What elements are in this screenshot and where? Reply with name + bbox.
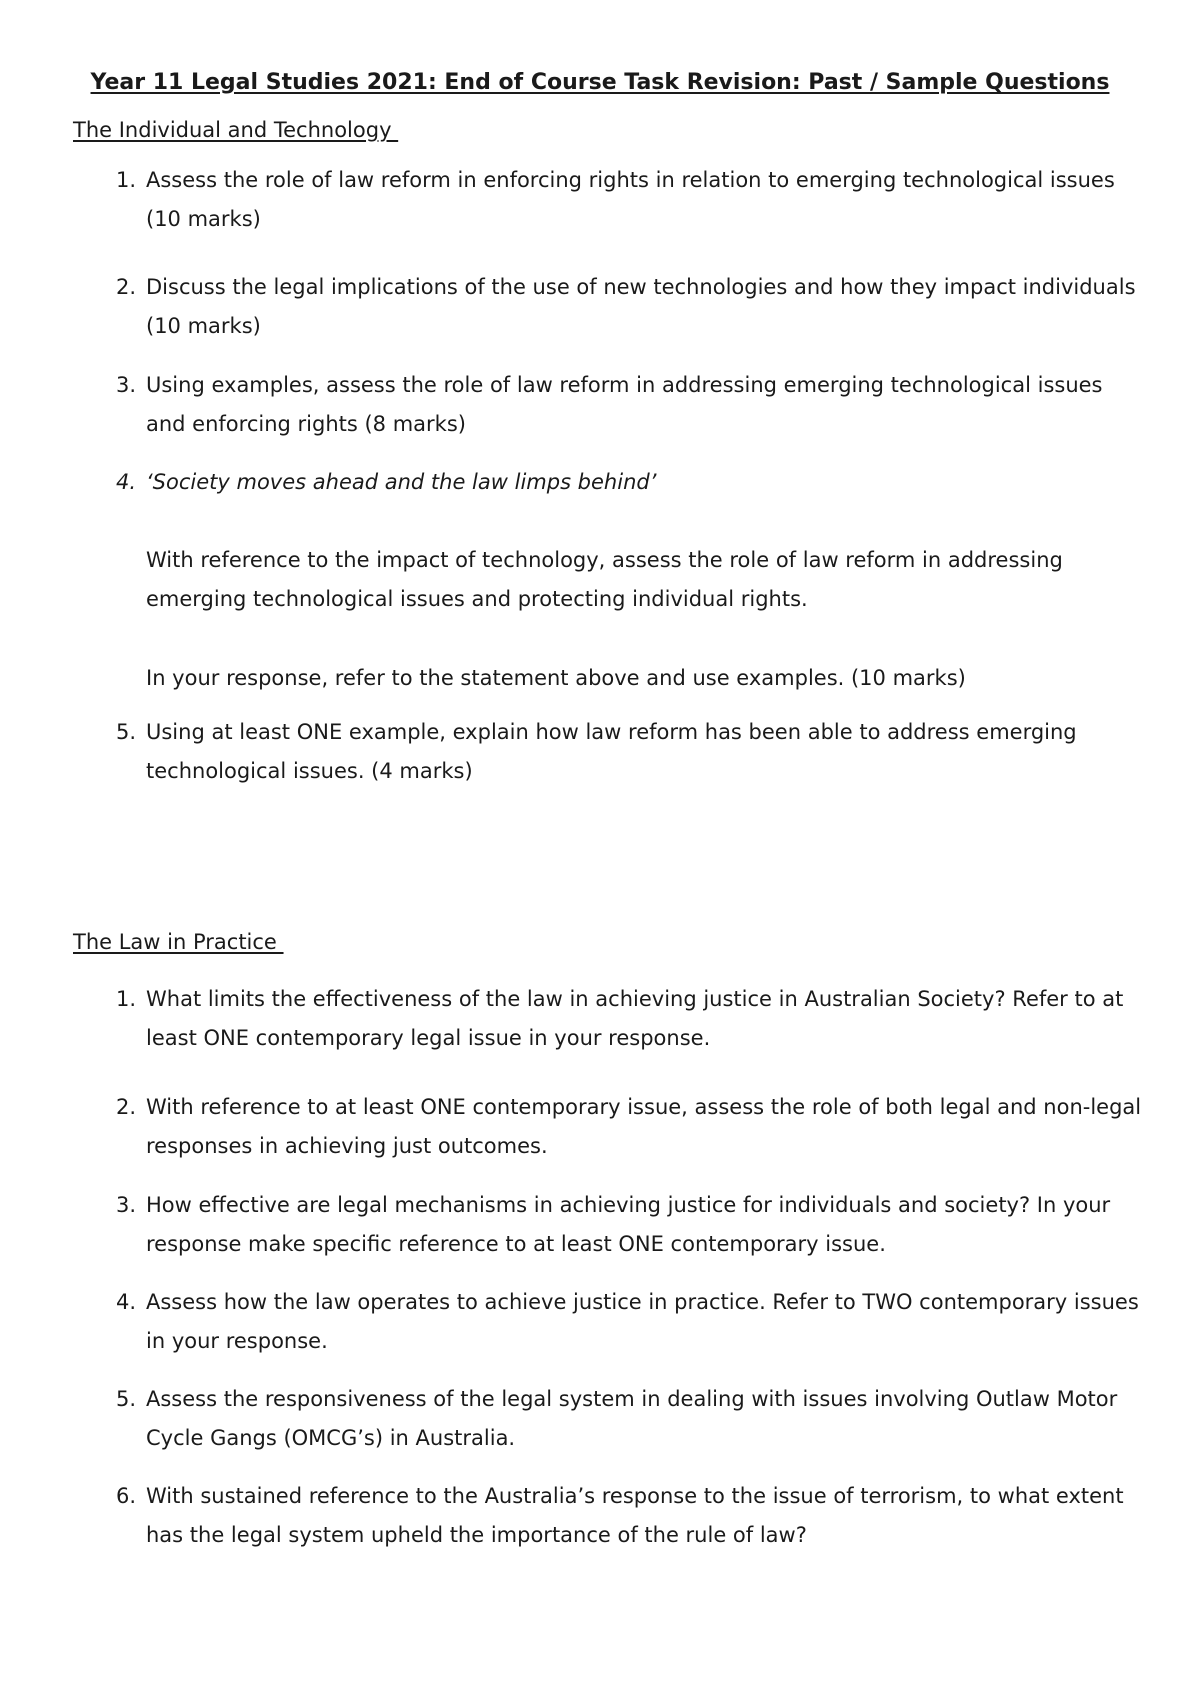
question-text: Assess how the law operates to achieve justice in practice. Refer to TWO contemporary issues in your response.: [146, 1290, 1139, 1353]
list-item: [100, 268, 1145, 346]
section-heading-individual-technology: The Individual and Technology: [73, 118, 399, 142]
page-title: Year 11 Legal Studies 2021: End of Course Task Revision: Past / Sample Questions: [90, 70, 1110, 95]
question-text: With reference to at least ONE contemporary issue, assess the role of both legal and non-legal responses in achieving just outcomes.: [146, 1095, 1142, 1158]
question-number: 5.: [115, 720, 136, 744]
question-number: 2.: [115, 275, 136, 299]
question-text: With sustained reference to the Australia’s response to the issue of terrorism, to what extent has the legal system upheld the importance of the rule of law?: [146, 1484, 1124, 1547]
question-number: 3.: [115, 1193, 136, 1217]
question-text: With reference to the impact of technology, assess the role of law reform in addressing emerging technological issues and protecting individual rights.: [146, 548, 1063, 611]
question-number: 3.: [115, 373, 136, 397]
question-number: 5.: [115, 1387, 136, 1411]
list-item: [100, 713, 1145, 791]
question-number: 2.: [115, 1095, 136, 1119]
question-number: 6.: [115, 1484, 136, 1508]
question-quote: ‘Society moves ahead and the law limps behind’: [146, 470, 657, 494]
list-item: [100, 1380, 1145, 1458]
list-item: [100, 980, 1145, 1058]
question-number: 1.: [115, 987, 136, 1011]
list-item: [100, 161, 1145, 239]
question-text: Using at least ONE example, explain how law reform has been able to address emerging technological issues. (4 marks): [146, 720, 1077, 783]
question-number: 1.: [115, 168, 136, 192]
question-text: What limits the effectiveness of the law in achieving justice in Australian Society? Refer to at least ONE contemporary legal issue in your response.: [146, 987, 1124, 1050]
question-number: 4.: [115, 1290, 136, 1314]
question-text: Discuss the legal implications of the use of new technologies and how they impact individuals (10 marks): [146, 275, 1136, 338]
question-number: 4.: [115, 470, 136, 494]
list-item: [100, 366, 1145, 444]
question-text: Using examples, assess the role of law reform in addressing emerging technological issues and enforcing rights (8 marks): [146, 373, 1103, 436]
question-text: Assess the role of law reform in enforcing rights in relation to emerging technological issues (10 marks): [146, 168, 1115, 231]
list-item: [100, 1477, 1145, 1555]
question-text: Assess the responsiveness of the legal system in dealing with issues involving Outlaw Motor Cycle Gangs (OMCG’s) in Australia.: [146, 1387, 1118, 1450]
question-instruction: In your response, refer to the statement above and use examples. (10 marks): [146, 666, 966, 690]
list-item: [100, 463, 1145, 698]
list-item: [100, 1088, 1145, 1166]
list-item: [100, 1186, 1145, 1264]
section-heading-law-in-practice: The Law in Practice: [73, 930, 284, 954]
question-text: How effective are legal mechanisms in achieving justice for individuals and society? In your response make specific reference to at least ONE contemporary issue.: [146, 1193, 1111, 1256]
list-item: [100, 1283, 1145, 1361]
